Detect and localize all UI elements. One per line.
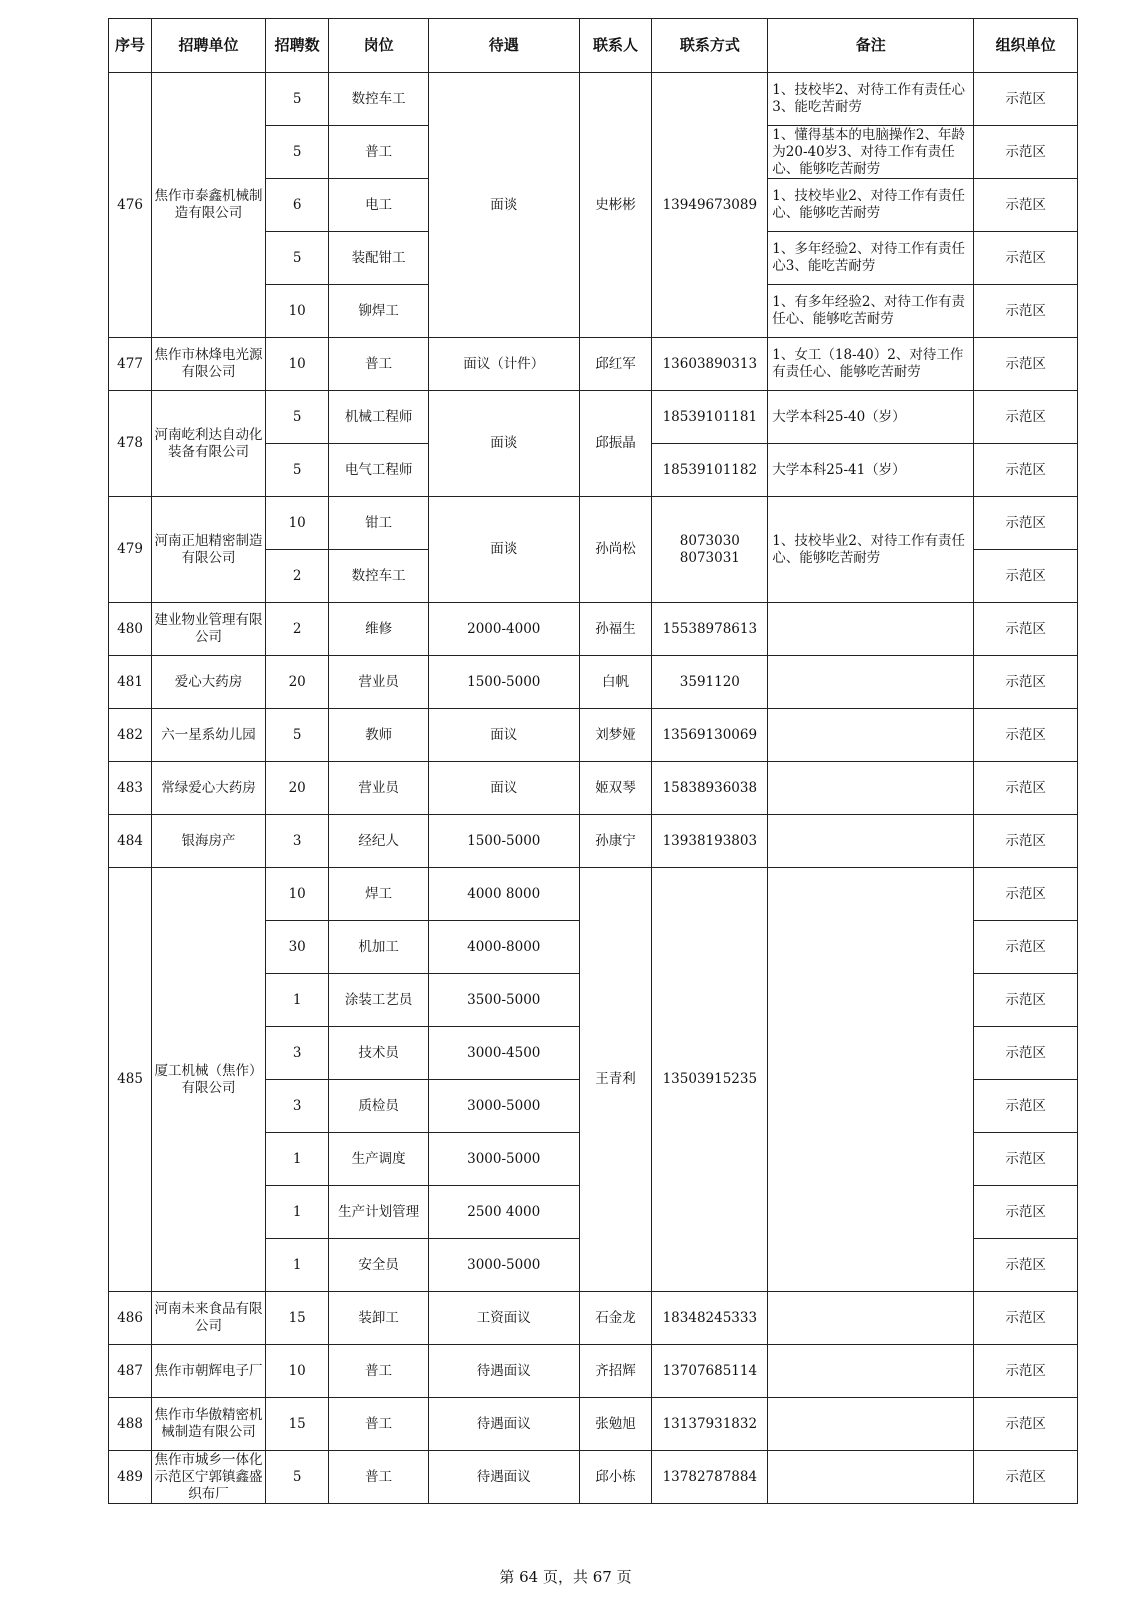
col-header-org: 组织单位 xyxy=(974,19,1078,73)
position: 生产计划管理 xyxy=(329,1186,428,1239)
contact-person: 孙尚松 xyxy=(579,497,652,603)
position: 普工 xyxy=(329,1451,428,1504)
position: 机械工程师 xyxy=(329,391,428,444)
table-row xyxy=(109,656,1078,709)
organizer: 示范区 xyxy=(974,1133,1078,1186)
phone xyxy=(652,497,768,603)
pay: 3000-5000 xyxy=(428,1080,579,1133)
organizer: 示范区 xyxy=(974,285,1078,338)
organizer: 示范区 xyxy=(974,1292,1078,1345)
pay: 面议（计件） xyxy=(428,338,579,391)
table-row xyxy=(109,391,1078,444)
company-name: 爱心大药房 xyxy=(152,656,266,709)
pay: 待遇面议 xyxy=(428,1398,579,1451)
position: 装配钳工 xyxy=(329,232,428,285)
hire-count: 6 xyxy=(265,179,329,232)
organizer: 示范区 xyxy=(974,232,1078,285)
pay: 待遇面议 xyxy=(428,1345,579,1398)
pay: 待遇面议 xyxy=(428,1451,579,1504)
row-no: 480 xyxy=(109,603,152,656)
col-header-count: 招聘数 xyxy=(265,19,329,73)
note xyxy=(768,1398,974,1451)
hire-count: 10 xyxy=(265,497,329,550)
company-name: 焦作市泰鑫机械制造有限公司 xyxy=(152,73,266,338)
hire-count: 2 xyxy=(265,603,329,656)
pay: 4000-8000 xyxy=(428,921,579,974)
company-name: 焦作市城乡一体化示范区宁郭镇鑫盛织布厂 xyxy=(152,1451,266,1504)
contact-person: 孙福生 xyxy=(579,603,652,656)
phone: 15838936038 xyxy=(652,762,768,815)
note: 1、懂得基本的电脑操作2、年龄为20-40岁3、对待工作有责任心、能够吃苦耐劳 xyxy=(768,126,974,179)
contact-person: 姬双琴 xyxy=(579,762,652,815)
row-no: 484 xyxy=(109,815,152,868)
hire-count: 5 xyxy=(265,1451,329,1504)
note: 1、技校毕2、对待工作有责任心3、能吃苦耐劳 xyxy=(768,73,974,126)
hire-count: 20 xyxy=(265,762,329,815)
table-row xyxy=(109,868,1078,921)
col-header-phone: 联系方式 xyxy=(652,19,768,73)
position: 钳工 xyxy=(329,497,428,550)
hire-count: 1 xyxy=(265,974,329,1027)
row-no: 483 xyxy=(109,762,152,815)
row-no: 481 xyxy=(109,656,152,709)
position: 技术员 xyxy=(329,1027,428,1080)
organizer: 示范区 xyxy=(974,1451,1078,1504)
row-no: 477 xyxy=(109,338,152,391)
table-row xyxy=(109,762,1078,815)
hire-count: 3 xyxy=(265,1080,329,1133)
company-name: 常绿爱心大药房 xyxy=(152,762,266,815)
note xyxy=(768,762,974,815)
pay: 1500-5000 xyxy=(428,815,579,868)
contact-person: 王青利 xyxy=(579,868,652,1292)
hire-count: 3 xyxy=(265,1027,329,1080)
contact-person: 孙康宁 xyxy=(579,815,652,868)
pay: 2500 4000 xyxy=(428,1186,579,1239)
organizer: 示范区 xyxy=(974,550,1078,603)
hire-count: 10 xyxy=(265,338,329,391)
pay: 面谈 xyxy=(428,73,579,338)
phone: 13503915235 xyxy=(652,868,768,1292)
company-name: 银海房产 xyxy=(152,815,266,868)
pay: 面谈 xyxy=(428,497,579,603)
row-no: 476 xyxy=(109,73,152,338)
position: 经纪人 xyxy=(329,815,428,868)
hire-count: 5 xyxy=(265,232,329,285)
organizer: 示范区 xyxy=(974,1186,1078,1239)
table-row xyxy=(109,497,1078,550)
contact-person: 齐招辉 xyxy=(579,1345,652,1398)
hire-count: 5 xyxy=(265,391,329,444)
hire-count: 1 xyxy=(265,1186,329,1239)
note xyxy=(768,1451,974,1504)
phone: 13938193803 xyxy=(652,815,768,868)
row-no: 479 xyxy=(109,497,152,603)
col-header-note: 备注 xyxy=(768,19,974,73)
position: 生产调度 xyxy=(329,1133,428,1186)
company-name: 六一星系幼儿园 xyxy=(152,709,266,762)
position: 涂装工艺员 xyxy=(329,974,428,1027)
col-header-pay: 待遇 xyxy=(428,19,579,73)
col-header-company: 招聘单位 xyxy=(152,19,266,73)
phone: 13949673089 xyxy=(652,73,768,338)
position: 普工 xyxy=(329,338,428,391)
hire-count: 10 xyxy=(265,868,329,921)
note: 1、有多年经验2、对待工作有责任心、能够吃苦耐劳 xyxy=(768,285,974,338)
position: 营业员 xyxy=(329,656,428,709)
page-footer: 第 64 页，共 67 页 xyxy=(499,1568,632,1586)
position: 电气工程师 xyxy=(329,444,428,497)
company-name: 厦工机械（焦作）有限公司 xyxy=(152,868,266,1292)
phone-line: 8073030 xyxy=(679,532,740,549)
pay: 1500-5000 xyxy=(428,656,579,709)
row-no: 487 xyxy=(109,1345,152,1398)
note: 1、技校毕业2、对待工作有责任心、能够吃苦耐劳 xyxy=(768,497,974,603)
pay: 面议 xyxy=(428,762,579,815)
phone: 13707685114 xyxy=(652,1345,768,1398)
company-name: 河南屹利达自动化装备有限公司 xyxy=(152,391,266,497)
pay: 4000 8000 xyxy=(428,868,579,921)
company-name: 河南正旭精密制造有限公司 xyxy=(152,497,266,603)
contact-person: 张勉旭 xyxy=(579,1398,652,1451)
hire-count: 1 xyxy=(265,1239,329,1292)
position: 普工 xyxy=(329,126,428,179)
pay: 3000-5000 xyxy=(428,1239,579,1292)
organizer: 示范区 xyxy=(974,126,1078,179)
note xyxy=(768,709,974,762)
note xyxy=(768,1345,974,1398)
position: 机加工 xyxy=(329,921,428,974)
pay: 面谈 xyxy=(428,391,579,497)
company-name: 焦作市朝辉电子厂 xyxy=(152,1345,266,1398)
hire-count: 2 xyxy=(265,550,329,603)
table-row xyxy=(109,1345,1078,1398)
hire-count: 5 xyxy=(265,73,329,126)
note: 大学本科25-41（岁） xyxy=(768,444,974,497)
note: 大学本科25-40（岁） xyxy=(768,391,974,444)
note xyxy=(768,1292,974,1345)
pay: 2000-4000 xyxy=(428,603,579,656)
organizer: 示范区 xyxy=(974,444,1078,497)
company-name: 焦作市华傲精密机械制造有限公司 xyxy=(152,1398,266,1451)
organizer: 示范区 xyxy=(974,179,1078,232)
row-no: 489 xyxy=(109,1451,152,1504)
contact-person: 邱红军 xyxy=(579,338,652,391)
position: 质检员 xyxy=(329,1080,428,1133)
note xyxy=(768,868,974,1292)
position: 安全员 xyxy=(329,1239,428,1292)
col-header-position: 岗位 xyxy=(329,19,428,73)
position: 铆焊工 xyxy=(329,285,428,338)
organizer: 示范区 xyxy=(974,868,1078,921)
contact-person: 刘梦娅 xyxy=(579,709,652,762)
position: 装卸工 xyxy=(329,1292,428,1345)
contact-person: 史彬彬 xyxy=(579,73,652,338)
organizer: 示范区 xyxy=(974,921,1078,974)
position: 焊工 xyxy=(329,868,428,921)
organizer: 示范区 xyxy=(974,497,1078,550)
col-header-no: 序号 xyxy=(109,19,152,73)
row-no: 488 xyxy=(109,1398,152,1451)
header-row xyxy=(109,19,1078,73)
organizer: 示范区 xyxy=(974,656,1078,709)
phone: 13603890313 xyxy=(652,338,768,391)
position: 教师 xyxy=(329,709,428,762)
hire-count: 10 xyxy=(265,1345,329,1398)
pay: 3500-5000 xyxy=(428,974,579,1027)
row-no: 485 xyxy=(109,868,152,1292)
contact-person: 邱小栋 xyxy=(579,1451,652,1504)
phone: 13782787884 xyxy=(652,1451,768,1504)
hire-count: 1 xyxy=(265,1133,329,1186)
hire-count: 5 xyxy=(265,709,329,762)
table-row xyxy=(109,603,1078,656)
pay: 3000-4500 xyxy=(428,1027,579,1080)
organizer: 示范区 xyxy=(974,391,1078,444)
organizer: 示范区 xyxy=(974,1239,1078,1292)
hire-count: 20 xyxy=(265,656,329,709)
position: 维修 xyxy=(329,603,428,656)
position: 普工 xyxy=(329,1398,428,1451)
phone: 13137931832 xyxy=(652,1398,768,1451)
contact-person: 白帆 xyxy=(579,656,652,709)
hire-count: 3 xyxy=(265,815,329,868)
table-row xyxy=(109,338,1078,391)
phone: 18348245333 xyxy=(652,1292,768,1345)
organizer: 示范区 xyxy=(974,1345,1078,1398)
organizer: 示范区 xyxy=(974,1080,1078,1133)
position: 数控车工 xyxy=(329,550,428,603)
position: 电工 xyxy=(329,179,428,232)
pay: 工资面议 xyxy=(428,1292,579,1345)
hire-count: 15 xyxy=(265,1398,329,1451)
row-no: 486 xyxy=(109,1292,152,1345)
phone: 3591120 xyxy=(652,656,768,709)
organizer: 示范区 xyxy=(974,603,1078,656)
organizer: 示范区 xyxy=(974,709,1078,762)
row-no: 478 xyxy=(109,391,152,497)
organizer: 示范区 xyxy=(974,762,1078,815)
phone: 18539101182 xyxy=(652,444,768,497)
pay: 面议 xyxy=(428,709,579,762)
organizer: 示范区 xyxy=(974,1027,1078,1080)
pay: 3000-5000 xyxy=(428,1133,579,1186)
organizer: 示范区 xyxy=(974,974,1078,1027)
table-row xyxy=(109,1398,1078,1451)
note xyxy=(768,815,974,868)
note xyxy=(768,603,974,656)
table-row xyxy=(109,73,1078,126)
phone-line: 8073031 xyxy=(679,549,740,566)
position: 普工 xyxy=(329,1345,428,1398)
table-row xyxy=(109,1451,1078,1504)
hire-count: 5 xyxy=(265,444,329,497)
note xyxy=(768,656,974,709)
organizer: 示范区 xyxy=(974,338,1078,391)
position: 营业员 xyxy=(329,762,428,815)
hire-count: 5 xyxy=(265,126,329,179)
company-name: 焦作市林烽电光源有限公司 xyxy=(152,338,266,391)
table-row xyxy=(109,1292,1078,1345)
company-name: 河南未来食品有限公司 xyxy=(152,1292,266,1345)
phone: 18539101181 xyxy=(652,391,768,444)
position: 数控车工 xyxy=(329,73,428,126)
note: 1、女工（18-40）2、对待工作有责任心、能够吃苦耐劳 xyxy=(768,338,974,391)
organizer: 示范区 xyxy=(974,815,1078,868)
phone: 13569130069 xyxy=(652,709,768,762)
table-row xyxy=(109,709,1078,762)
contact-person: 邱振晶 xyxy=(579,391,652,497)
organizer: 示范区 xyxy=(974,73,1078,126)
note: 1、多年经验2、对待工作有责任心3、能吃苦耐劳 xyxy=(768,232,974,285)
company-name: 建业物业管理有限公司 xyxy=(152,603,266,656)
note: 1、技校毕业2、对待工作有责任心、能够吃苦耐劳 xyxy=(768,179,974,232)
hire-count: 10 xyxy=(265,285,329,338)
contact-person: 石金龙 xyxy=(579,1292,652,1345)
hire-count: 15 xyxy=(265,1292,329,1345)
hire-count: 30 xyxy=(265,921,329,974)
phone: 15538978613 xyxy=(652,603,768,656)
table-row xyxy=(109,815,1078,868)
col-header-contact: 联系人 xyxy=(579,19,652,73)
recruitment-table xyxy=(108,18,1078,1504)
organizer: 示范区 xyxy=(974,1398,1078,1451)
row-no: 482 xyxy=(109,709,152,762)
